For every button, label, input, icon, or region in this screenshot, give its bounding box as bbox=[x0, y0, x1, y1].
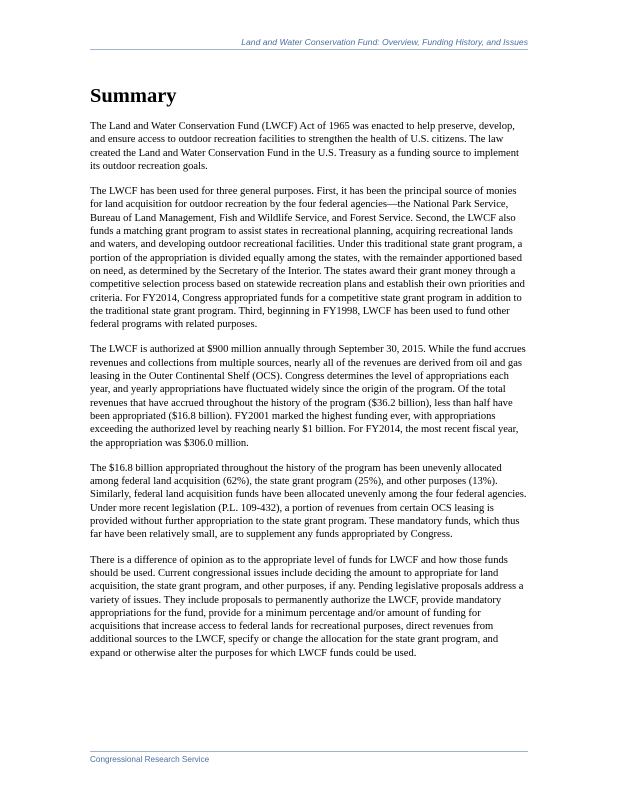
running-header: Land and Water Conservation Fund: Overview, Funding History, and Issues bbox=[241, 37, 528, 47]
running-footer: Congressional Research Service bbox=[90, 755, 210, 764]
paragraph-issues: There is a difference of opinion as to the appropriate level of funds for LWCF and how those funds should be used. Current congressional issues include deciding the amount to appropriate for land acquisition, the state grant program, and other purposes, if any. Pending legislative proposals address a variety of issues. They include proposals to permanently authorize the LWCF, provide mandatory appropriations for the fund, provide for a minimum percentage and/or amount of funding for acquisitions that increase access to federal lands for recreational purposes, direct revenues from additional sources to the LWCF, specify or change the allocation for the state grant program, and expand or otherwise alter the purposes for which LWCF funds could be used. bbox=[90, 554, 524, 659]
paragraph-allocation: The $16.8 billion appropriated throughout the history of the program has been unevenly allocated among federal land acquisition (62%), the state grant program (25%), and other purposes (13%). Similarly, federal land acquisition funds have been allocated unevenly among the four federal agencies. Under more recent legislation (P.L. 109-432), a portion of revenues from certain OCS leasing is provided without further appropriation to the state grant program. These mandatory funds, which thus far have been relatively small, are to supplement any funds appropriated by Congress. bbox=[90, 462, 527, 541]
paragraph-purposes: The LWCF has been used for three general purposes. First, it has been the principal source of monies for land acquisition for outdoor recreation by the four federal agencies—the National Park Service, Bureau of Land Management, Fish and Wildlife Service, and Forest Service. Second, the LWCF also funds a matching grant program to assist states in recreational planning, acquiring recreational lands and waters, and developing outdoor recreational facilities. Under this traditional state grant program, a portion of the appropriation is divided equally among the states, with the remainder apportioned based on need, as determined by the Secretary of the Interior. The states award their grant money through a competitive selection process based on statewide recreation plans and establish their own priorities and criteria. For FY2014, Congress appropriated funds for a competitive state grant program in addition to the traditional state grant program. Third, beginning in FY1998, LWCF has been used to fund other federal programs with related purposes. bbox=[90, 186, 525, 331]
summary-body bbox=[90, 120, 528, 672]
page-title: Summary bbox=[90, 85, 177, 107]
paragraph-authorization: The LWCF is authorized at $900 million annually through September 30, 2015. While the fund accrues revenues and collections from multiple sources, nearly all of the revenues are derived from oil and gas leasing in the Outer Continental Shelf (OCS). Congress determines the level of appropriations each year, and yearly appropriations have fluctuated widely since the origin of the program. Of the total revenues that have accrued throughout the history of the program ($36.2 billion), less than half have been appropriated ($16.8 billion). FY2001 marked the highest funding ever, with appropriations exceeding the authorized level by reaching nearly $1 billion. For FY2014, the most recent fiscal year, the appropriation was $306.0 million. bbox=[90, 344, 526, 449]
footer-rule bbox=[90, 751, 528, 752]
paragraph-intro: The Land and Water Conservation Fund (LWCF) Act of 1965 was enacted to help preserve, develop, and ensure access to outdoor recreation facilities to strengthen the health of U.S. citizens. The law created the Land and Water Conservation Fund in the U.S. Treasury as a funding source to implement its outdoor recreation goals. bbox=[90, 121, 519, 172]
header-rule bbox=[90, 49, 528, 50]
